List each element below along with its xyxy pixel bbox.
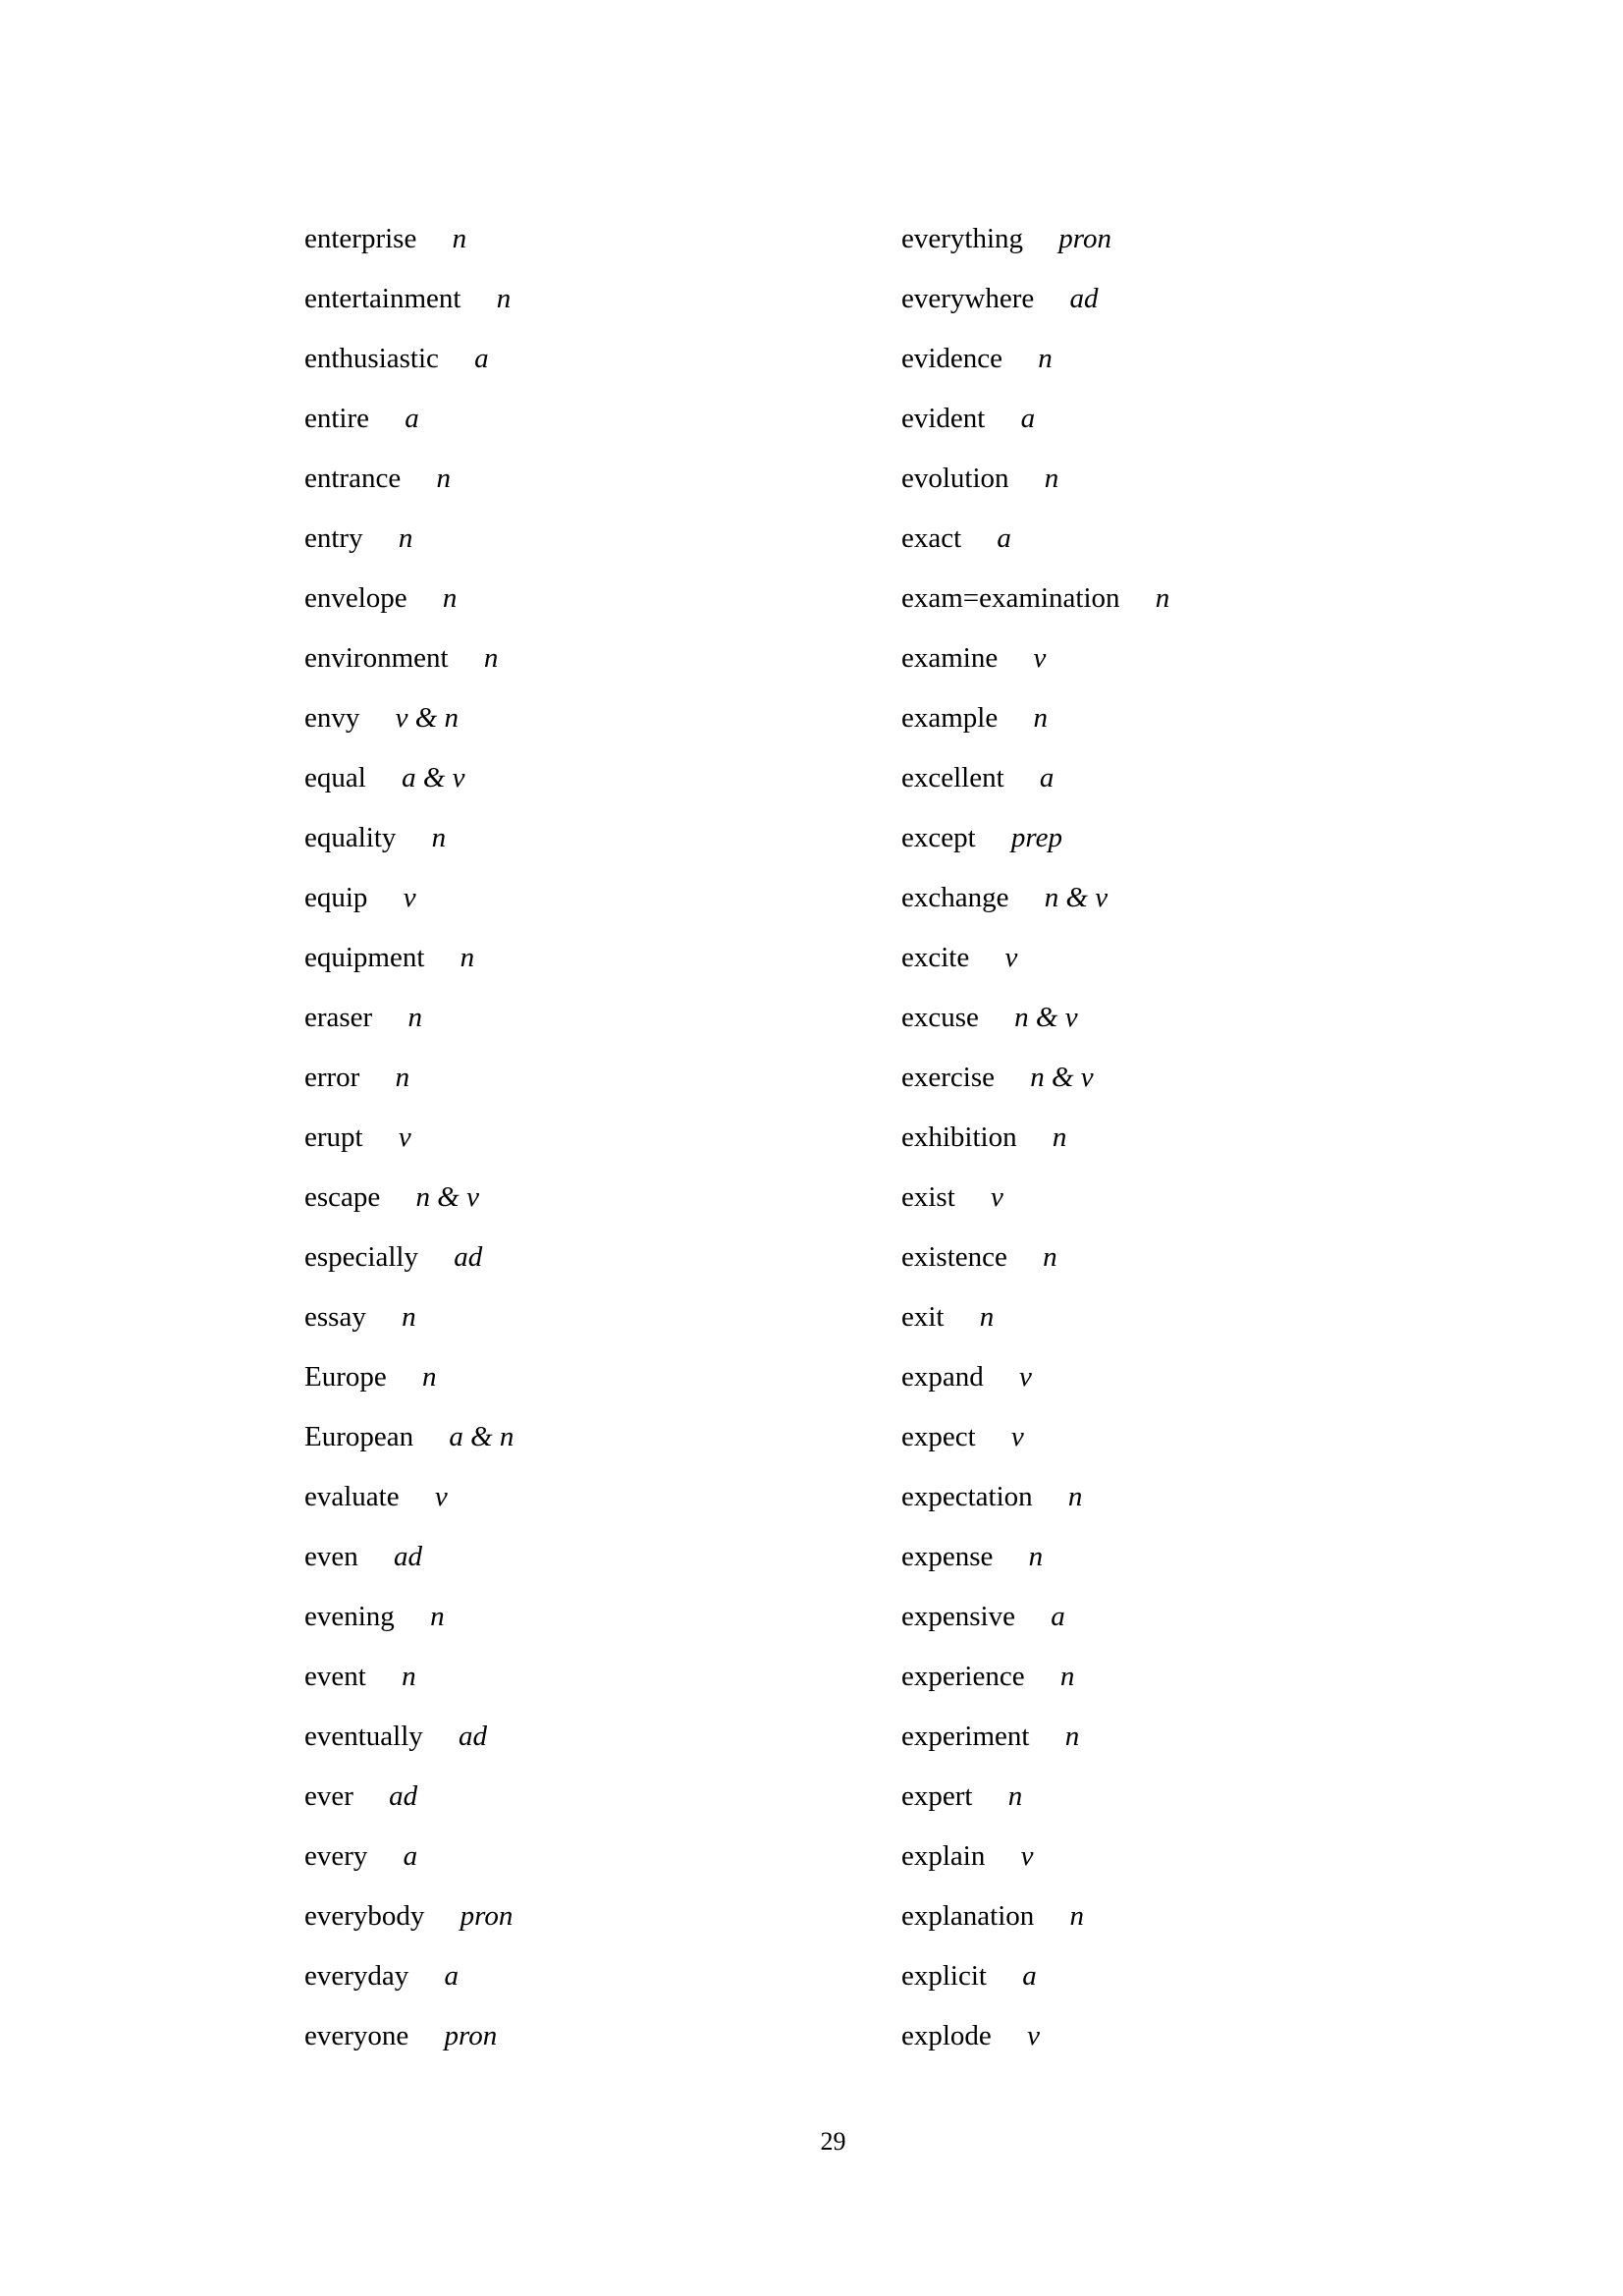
word-text: exchange (901, 882, 1009, 913)
pos-tag: v & n (395, 702, 460, 734)
word-text: expert (901, 1780, 973, 1812)
word-entry (901, 509, 1169, 569)
word-text: evolution (901, 463, 1009, 494)
word-entry (304, 1827, 514, 1886)
word-entry (304, 1287, 514, 1347)
pos-tag: n (402, 1661, 416, 1692)
vocabulary-column-right (901, 209, 1169, 2066)
pos-tag: ad (389, 1780, 418, 1812)
word-text: exact (901, 522, 962, 554)
pos-tag: n (1038, 343, 1053, 374)
word-text: ever (304, 1780, 353, 1812)
word-entry (304, 1707, 514, 1767)
pos-tag: a & n (449, 1421, 514, 1452)
word-text: exit (901, 1301, 945, 1333)
pos-tag: v (434, 1481, 448, 1512)
word-text: entrance (304, 463, 402, 494)
word-entry (901, 1527, 1169, 1587)
word-text: enthusiastic (304, 343, 439, 374)
word-entry (304, 1767, 514, 1827)
word-text: exist (901, 1181, 955, 1213)
pos-tag: pron (460, 1900, 514, 1932)
pos-tag: n (1028, 1541, 1044, 1572)
pos-tag: n (1155, 582, 1170, 614)
pos-tag: v (991, 1181, 1003, 1213)
word-text: essay (304, 1301, 366, 1333)
pos-tag: pron (1058, 223, 1111, 254)
word-entry (901, 1347, 1169, 1407)
word-entry (901, 988, 1169, 1048)
word-text: expectation (901, 1481, 1033, 1512)
word-entry (304, 1168, 514, 1228)
pos-tag: v (1020, 1840, 1034, 1872)
pos-tag: n (1043, 1241, 1057, 1273)
word-text: expense (901, 1541, 994, 1572)
word-entry (304, 1048, 514, 1108)
word-entry (304, 2006, 514, 2066)
word-entry (901, 2006, 1169, 2066)
word-entry (901, 1767, 1169, 1827)
word-entry (304, 988, 514, 1048)
word-text: expensive (901, 1601, 1015, 1632)
word-text: evidence (901, 343, 1003, 374)
word-text: explicit (901, 1960, 987, 1992)
pos-tag: a & v (402, 762, 465, 793)
word-text: equality (304, 822, 397, 853)
pos-tag: v (1010, 1421, 1024, 1452)
pos-tag: a (474, 343, 489, 374)
pos-tag: n (398, 522, 413, 554)
word-entry (304, 928, 514, 988)
pos-tag: n (460, 942, 475, 973)
word-text: exam=examination (901, 582, 1120, 614)
pos-tag: n & v (1030, 1062, 1094, 1093)
pos-tag: n (1007, 1780, 1023, 1812)
pos-tag: n (1064, 1721, 1080, 1752)
word-text: experiment (901, 1721, 1030, 1752)
word-entry (901, 1886, 1169, 1946)
pos-tag: v (1004, 942, 1018, 973)
word-text: example (901, 702, 999, 734)
word-entry (901, 1587, 1169, 1647)
pos-tag: n (1069, 1900, 1085, 1932)
pos-tag: n (407, 1002, 422, 1033)
word-entry (304, 1467, 514, 1527)
word-text: every (304, 1840, 368, 1872)
pos-tag: n (1059, 1661, 1075, 1692)
word-text: excellent (901, 762, 1004, 793)
vocabulary-column-left (304, 209, 514, 2066)
word-entry (304, 1108, 514, 1168)
word-text: especially (304, 1241, 418, 1273)
pos-tag: a (405, 403, 419, 434)
pos-tag: n (422, 1361, 437, 1393)
word-text: everyday (304, 1960, 409, 1992)
pos-tag: v (1033, 642, 1047, 674)
word-entry (304, 1527, 514, 1587)
word-text: examine (901, 642, 999, 674)
pos-tag: n & v (415, 1181, 479, 1213)
pos-tag: ad (394, 1541, 422, 1572)
word-text: erupt (304, 1121, 363, 1153)
word-entry (901, 1048, 1169, 1108)
word-entry (304, 629, 514, 688)
pos-tag: n (1033, 702, 1048, 734)
word-entry (901, 1467, 1169, 1527)
word-entry (901, 868, 1169, 928)
word-text: envy (304, 702, 360, 734)
word-entry (901, 1287, 1169, 1347)
pos-tag: a (403, 1840, 418, 1872)
word-entry (304, 1886, 514, 1946)
word-text: equal (304, 762, 366, 793)
word-text: exercise (901, 1062, 995, 1093)
word-entry (304, 1647, 514, 1707)
word-entry (901, 449, 1169, 509)
word-entry (901, 808, 1169, 868)
word-text: explain (901, 1840, 986, 1872)
pos-tag: n (442, 582, 458, 614)
pos-tag: ad (454, 1241, 483, 1273)
word-entry (901, 1168, 1169, 1228)
word-text: everybody (304, 1900, 425, 1932)
page-number: 29 (820, 2127, 846, 2156)
word-text: enterprise (304, 223, 417, 254)
word-text: equipment (304, 942, 425, 973)
pos-tag: ad (459, 1721, 488, 1752)
word-entry (901, 1407, 1169, 1467)
word-entry (901, 1228, 1169, 1287)
pos-tag: a (997, 522, 1011, 554)
word-text: entertainment (304, 283, 461, 314)
word-entry (901, 329, 1169, 389)
word-entry (304, 808, 514, 868)
pos-tag: n (1052, 1121, 1067, 1153)
word-entry (304, 1587, 514, 1647)
word-entry (901, 569, 1169, 629)
word-text: exhibition (901, 1121, 1017, 1153)
word-entry (304, 1407, 514, 1467)
pos-tag: n (979, 1301, 995, 1333)
pos-tag: prep (1010, 822, 1063, 853)
pos-tag: n (483, 642, 499, 674)
pos-tag: n (1067, 1481, 1083, 1512)
word-text: everywhere (901, 283, 1035, 314)
word-text: equip (304, 882, 368, 913)
word-text: envelope (304, 582, 407, 614)
word-entry (901, 748, 1169, 808)
word-text: even (304, 1541, 358, 1572)
word-text: evaluate (304, 1481, 400, 1512)
word-text: experience (901, 1661, 1025, 1692)
word-entry (304, 389, 514, 449)
word-entry (901, 269, 1169, 329)
word-text: except (901, 822, 976, 853)
word-text: expand (901, 1361, 984, 1393)
word-text: escape (304, 1181, 381, 1213)
word-text: evident (901, 403, 986, 434)
pos-tag: n & v (1044, 882, 1109, 913)
word-text: explode (901, 2020, 992, 2051)
word-text: eraser (304, 1002, 373, 1033)
pos-tag: a (1039, 762, 1055, 793)
word-entry (901, 629, 1169, 688)
pos-tag: a (1020, 403, 1036, 434)
word-text: expect (901, 1421, 976, 1452)
word-text: error (304, 1062, 360, 1093)
word-text: existence (901, 1241, 1007, 1273)
word-entry (901, 209, 1169, 269)
word-text: excite (901, 942, 970, 973)
pos-tag: n (430, 1601, 445, 1632)
pos-tag: n (402, 1301, 416, 1333)
word-text: everything (901, 223, 1024, 254)
word-entry (304, 209, 514, 269)
word-entry (901, 1707, 1169, 1767)
pos-tag: n (1044, 463, 1059, 494)
pos-tag: v (1019, 1361, 1032, 1393)
word-text: entire (304, 403, 370, 434)
pos-tag: n & v (1014, 1002, 1078, 1033)
word-text: Europe (304, 1361, 387, 1393)
pos-tag: v (403, 882, 416, 913)
word-entry (304, 329, 514, 389)
word-entry (901, 688, 1169, 748)
word-entry (901, 928, 1169, 988)
word-text: eventually (304, 1721, 423, 1752)
pos-tag: a (1051, 1601, 1065, 1632)
word-entry (304, 1347, 514, 1407)
word-entry (304, 748, 514, 808)
word-entry (304, 868, 514, 928)
word-entry (304, 569, 514, 629)
word-text: entry (304, 522, 363, 554)
word-entry (901, 1108, 1169, 1168)
word-text: everyone (304, 2020, 409, 2051)
word-text: event (304, 1661, 366, 1692)
word-entry (304, 509, 514, 569)
word-entry (304, 269, 514, 329)
word-entry (901, 1647, 1169, 1707)
pos-tag: v (398, 1121, 411, 1153)
word-entry (304, 1946, 514, 2006)
word-text: excuse (901, 1002, 979, 1033)
pos-tag: n (436, 463, 451, 494)
word-text: environment (304, 642, 449, 674)
word-text: evening (304, 1601, 395, 1632)
word-text: explanation (901, 1900, 1035, 1932)
pos-tag: n (431, 822, 447, 853)
pos-tag: ad (1069, 283, 1099, 314)
pos-tag: a (444, 1960, 460, 1992)
word-entry (901, 1946, 1169, 2006)
word-text: European (304, 1421, 414, 1452)
word-entry (304, 1228, 514, 1287)
pos-tag: a (1022, 1960, 1037, 1992)
word-entry (304, 449, 514, 509)
pos-tag: n (496, 283, 512, 314)
pos-tag: v (1027, 2020, 1040, 2051)
pos-tag: n (452, 223, 467, 254)
word-entry (901, 1827, 1169, 1886)
pos-tag: pron (444, 2020, 498, 2051)
word-entry (304, 688, 514, 748)
word-entry (901, 389, 1169, 449)
pos-tag: n (395, 1062, 410, 1093)
